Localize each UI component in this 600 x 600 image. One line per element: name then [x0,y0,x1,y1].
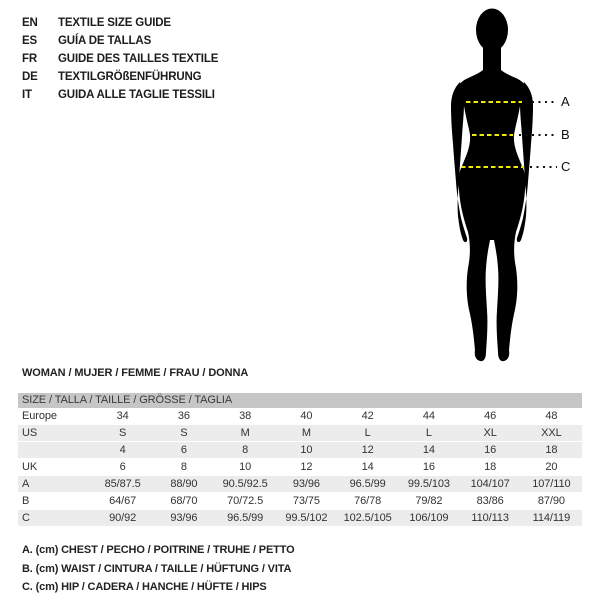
table-cell: 14 [361,461,374,473]
legend-waist: B. (cm) WAIST / CINTURA / TAILLE / HÜFTUNG / VITA [22,562,292,575]
table-cell: 12 [300,461,313,473]
size-table [18,408,582,527]
table-cell: 73/75 [292,495,320,507]
row-label: US [22,427,38,439]
language-row [22,32,218,50]
table-cell: 38 [239,410,252,422]
table-cell: M [240,427,250,439]
measurement-legend [22,541,295,597]
table-cell: M [301,427,311,439]
table-row [18,425,582,442]
table-cell: 44 [422,410,435,422]
table-cell: 4 [119,444,126,456]
table-cell: 10 [239,461,252,473]
silhouette-torso-legs [458,70,525,361]
table-cell: 104/107 [470,478,510,490]
table-cell: 93/96 [170,512,198,524]
table-cell: 106/109 [409,512,449,524]
table-cell: 76/78 [354,495,382,507]
table-row [18,408,582,425]
table-cell: 114/119 [532,512,571,524]
row-label: UK [22,461,38,473]
table-cell: 83/86 [476,495,504,507]
table-cell: 46 [484,410,497,422]
row-label: A [22,478,30,490]
table-cell: 6 [119,461,126,473]
lang-code: FR [22,53,38,65]
table-cell: 70/72.5 [227,495,264,507]
table-cell: 99.5/103 [407,478,450,490]
legend-hip: C. (cm) HIP / CADERA / HANCHE / HÜFTE / HIPS [22,581,267,594]
table-cell: 10 [300,444,313,456]
table-cell: 16 [422,461,435,473]
lang-title: GUIDA ALLE TAGLIE TESSILI [58,89,215,101]
table-cell: 40 [300,410,313,422]
legend-chest: A. (cm) CHEST / PECHO / POITRINE / TRUHE / PETTO [22,544,295,557]
row-label: B [22,495,30,507]
table-cell: 48 [545,410,558,422]
section-title-woman: WOMAN / MUJER / FEMME / FRAU / DONNA [22,367,249,379]
lang-title: TEXTILGRÖßENFÜHRUNG [58,71,202,83]
table-cell: 42 [361,410,374,422]
lang-title: GUIDE DES TAILLES TEXTILE [58,53,219,65]
table-cell: L [425,427,432,439]
table-cell: 99.5/102 [285,512,328,524]
table-cell: 96.5/99 [349,478,386,490]
table-row [18,476,582,493]
table-cell: 36 [177,410,190,422]
table-cell: 85/87.5 [104,478,141,490]
table-cell: 16 [484,444,497,456]
size-table-header: SIZE / TALLA / TAILLE / GRÖSSE / TAGLIA [18,393,582,408]
table-cell: 68/70 [170,495,198,507]
table-cell: 102.5/105 [343,512,392,524]
language-row [22,50,218,68]
measure-label-b: B [561,127,570,142]
woman-silhouette-figure [420,4,580,370]
language-row [22,86,218,104]
size-table-body [18,408,582,527]
lang-code: DE [22,71,38,83]
table-cell: XL [483,427,497,439]
table-cell: 34 [116,410,129,422]
lang-title: GUÍA DE TALLAS [58,35,152,47]
table-cell: S [119,427,127,439]
table-cell: 8 [180,461,187,473]
table-cell: 110/113 [471,512,509,524]
table-cell: XXL [541,427,562,439]
row-label [18,442,92,459]
row-label: Europe [22,410,57,422]
table-cell: 107/110 [532,478,571,490]
table-cell: S [180,427,188,439]
lang-code: IT [22,89,32,101]
table-row [18,493,582,510]
table-cell: 14 [422,444,435,456]
language-row [22,68,218,86]
table-row [18,459,582,476]
table-cell: 18 [484,461,497,473]
table-cell: 64/67 [109,495,137,507]
table-cell: 79/82 [415,495,443,507]
table-cell: 12 [361,444,374,456]
language-list [22,14,218,104]
table-cell: 90.5/92.5 [222,478,268,490]
table-row [18,442,582,459]
table-bottom-divider [18,524,582,526]
measure-label-c: C [561,159,571,174]
lang-code: EN [22,17,38,29]
measure-label-a: A [561,94,570,109]
table-cell: 90/92 [109,512,137,524]
table-cell: L [364,427,371,439]
table-cell: 96.5/99 [227,512,264,524]
table-cell: 20 [545,461,558,473]
lang-code: ES [22,35,38,47]
table-cell: 6 [180,444,187,456]
row-label: C [22,512,30,524]
table-cell: 88/90 [170,478,198,490]
table-cell: 18 [545,444,558,456]
lang-title: TEXTILE SIZE GUIDE [58,17,171,29]
language-row [22,14,218,32]
table-cell: 87/90 [537,495,565,507]
table-cell: 93/96 [292,478,320,490]
table-cell: 8 [242,444,249,456]
